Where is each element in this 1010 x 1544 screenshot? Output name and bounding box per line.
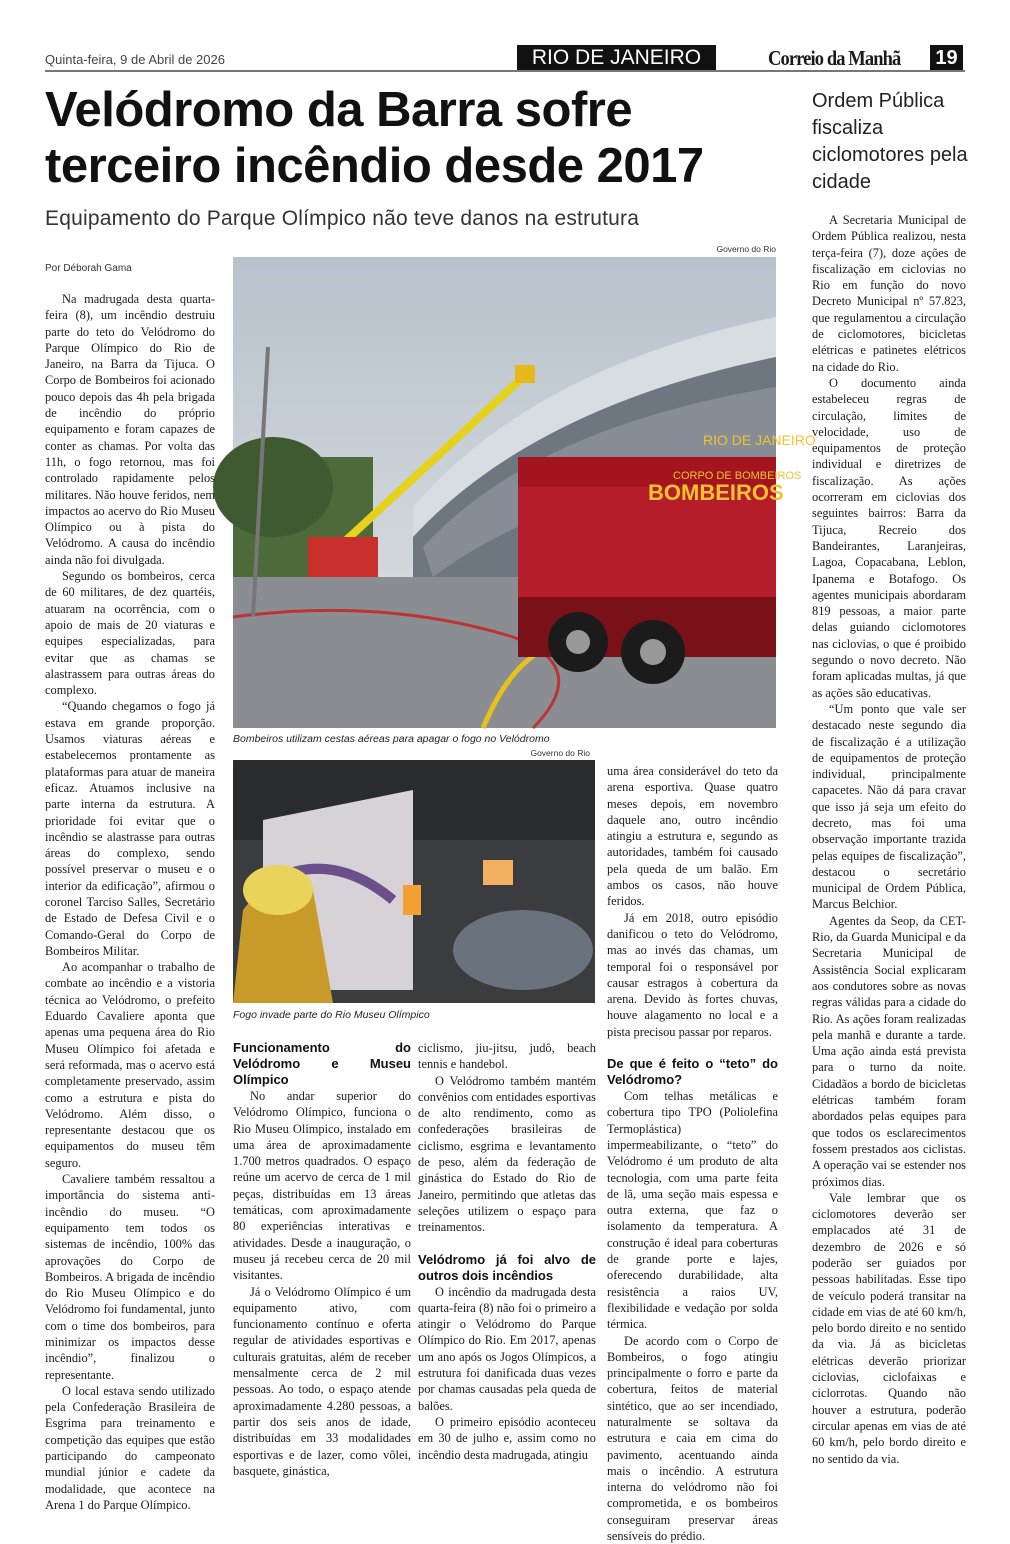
- paragraph: O Velódromo também mantém convênios com entidades esportivas de alto rendimento, como as confederações brasileiras de ciclismo, esgrima e levantamento de peso, além da federação de ginástica do Estado do Rio de Janeiro, permitindo que atletas das seleções utilizem o espaço para treinamentos.: [418, 1073, 596, 1236]
- paragraph: uma área considerável do teto da arena esportiva. Quase quatro meses depois, em novembro daquele ano, outro incêndio atingiu a estrutura e, segundo as autoridades, também foi causado pela queda de um balão. Em ambos os casos, não houve feridos.: [607, 763, 778, 910]
- header-rule: [45, 70, 965, 72]
- paragraph: O incêndio da madrugada desta quarta-feira (8) não foi o primeiro a atingir o Velódromo do Parque Olímpico do Rio. Em 2017, apenas um ano após os Jogos Olímpicos, a estrutura foi danificada duas vezes por chamas causadas pela queda de balões.: [418, 1284, 596, 1414]
- paragraph: “Quando chegamos o fogo já estava em grande proporção. Usamos viaturas aéreas e estabelecemos prontamente as plataformas para atuar de maneira eficaz. Atuamos inclusive na parte interna da estrutura. A prioridade foi evitar que o incêndio se alastrasse para outras áreas do complexo, sendo possível preservar o museu e o interior da edificação”, afirmou o coronel Tarciso Salles, Secretário de Estado de Defesa Civil e o Comando-Geral do Corpo de Bombeiros Militar.: [45, 698, 215, 959]
- paragraph: Agentes da Seop, da CET-Rio, da Guarda Municipal e da Secretaria Municipal de Assistência Social explicaram aos condutores sobre as novas regras válidas para a cidade do Rio. As ações foram realizadas pela manhã e durante a tarde. Uma ação ainda está prevista para o turno da noite. Cidadãos a bordo de bicicletas elétricas também foram abordados pelas equipes para que todos os esclarecimentos fossem prestados aos ciclistas. A operação vai se estender nos próximos dias.: [812, 913, 966, 1190]
- svg-text:CORPO DE BOMBEIROS: CORPO DE BOMBEIROS: [673, 470, 801, 482]
- subheading-operation: Funcionamento do Velódromo e Museu Olímpico: [233, 1040, 411, 1088]
- subheading-roof: De que é feito o “teto” do Velódromo?: [607, 1056, 778, 1088]
- article-column-3: [418, 1040, 596, 1463]
- photo1-caption: Bombeiros utilizam cestas aéreas para apagar o fogo no Velódromo: [233, 733, 776, 745]
- truck-lettering: BOMBEIROS: [648, 480, 784, 505]
- paragraph: O local estava sendo utilizado pela Confederação Brasileira de Esgrima para treinamento e competição das equipes que estão participando do campeonato mundial júnior e cadete da modalidade, que acontece na Arena 1 do Parque Olímpico.: [45, 1383, 215, 1513]
- page-number: 19: [930, 45, 963, 71]
- paragraph: No andar superior do Velódromo Olímpico, funciona o Rio Museu Olímpico, instalado em uma área de aproximadamente 1.700 metros quadrados. O espaço reúne um acervo de cerca de 1 mil peças, distribuídas em 13 áreas temáticas, com aproximadamente 80 experiências interativas e atividades. Desde a inauguração, o museu já recebeu cerca de 20 mil visitantes.: [233, 1088, 411, 1284]
- paragraph: Já em 2018, outro episódio danificou o teto do Velódromo, mas ao invés das chamas, um temporal foi o responsável por causar estragos à cobertura da arena. Devido às fortes chuvas, houve alagamento no local e a pista precisou passar por reparos.: [607, 910, 778, 1040]
- paragraph: Vale lembrar que os ciclomotores deverão ser emplacados até 31 de dezembro de 2026 e só poderão ser guiados por pessoas habilitadas. Esse tipo de veículo poderá transitar na cidade em vias de até 60 km/h, pelo bordo direito e no sentido da via. Já as bicicletas elétricas deverão priorizar ciclovias, ciclofaixas e ciclorrotas. Quando não houver a estrutura, poderão circular apenas em vias de até 60 km/h, pelo bordo direito e no sentido da via.: [812, 1190, 966, 1467]
- photo2-credit: Governo do Rio: [420, 748, 590, 758]
- subheadline: Equipamento do Parque Olímpico não teve danos na estrutura: [45, 207, 775, 231]
- photo2-caption: Fogo invade parte do Rio Museu Olímpico: [233, 1009, 595, 1021]
- paragraph: Cavaliere também ressaltou a importância do sistema anti-incêndio do museu. “O equipamento tem todos os sistemas de incêndio, 100% das aprovações do Corpo de Bombeiros. A brigada de incêndio do Rio Museu Olímpico e do Velódromo foi fundamental, junto com o time dos bombeiros, para minimizar os impactos desse incêndio”, finalizou o representante.: [45, 1171, 215, 1383]
- sidebar-article: [812, 212, 966, 1467]
- article-column-2: [233, 1040, 411, 1479]
- newspaper-logo: Correio da Manhã: [768, 46, 900, 71]
- headline: Velódromo da Barra sofre terceiro incêndio desde 2017: [45, 82, 775, 194]
- velodrome-fire-photo: [233, 257, 776, 728]
- paragraph: Na madrugada desta quarta-feira (8), um incêndio destruiu parte do teto do Velódromo do Parque Olímpico do Rio de Janeiro, na Barra da Tijuca. O Corpo de Bombeiros foi acionado pouco depois das 4h pela brigada de incêndio do próprio equipamento e foram capazes de conter as chamas. Por volta das 11h, o fogo retornou, mas foi controlado rapidamente pelos militares. Não houve feridos, nem impactos ao acervo do Rio Museu Olímpico ou à pista do Velódromo. A causa do incêndio ainda não foi divulgada.: [45, 291, 215, 568]
- paragraph: Segundo os bombeiros, cerca de 60 militares, de dez quartéis, atuaram na ocorrência, com o apoio de mais de 20 viaturas e equipes especializadas, para evitar que as chamas se alastrassem para outras áreas do complexo.: [45, 568, 215, 698]
- issue-date: Quinta-feira, 9 de Abril de 2026: [45, 52, 225, 67]
- svg-text:RIO DE JANEIRO: RIO DE JANEIRO: [703, 432, 816, 448]
- paragraph: Com telhas metálicas e cobertura tipo TPO (Poliolefina Termoplástica) impermeabilizante, o “teto” do Velódromo é um produto de alta tecnologia, com uma parte feita de lã, uma seção mais espessa e outra externa, que faz o isolamento da temperatura. A construção é ideal para coberturas de grande porte e lajes, oferecendo durabilidade, alta resistência a raios UV, flexibilidade e vedação por solda térmica.: [607, 1088, 778, 1332]
- sidebar-title: Ordem Pública fiscaliza ciclomotores pela cidade: [812, 88, 972, 196]
- paragraph: O documento ainda estabeleceu regras de circulação, limites de velocidade, uso de equipamentos de proteção individual e diretrizes de fiscalização. As ações ocorreram em ciclovias dos seguintes bairros: Barra da Tijuca, Recreio dos Bandeirantes, Laranjeiras, Lagoa, Copacabana, Leblon, Ipanema e Botafogo. Os agentes municipais abordaram 819 pessoas, a maior parte delas guiando ciclomotores nas ciclovias, o que é proibido segundo o novo decreto. Não foram aplicadas multas, já que as ações são educativas.: [812, 375, 966, 701]
- photo1-credit: Governo do Rio: [600, 244, 776, 254]
- paragraph: O primeiro episódio aconteceu em 30 de julho e, assim como no incêndio desta madrugada, atingiu: [418, 1414, 596, 1463]
- subheading-previous-fires: Velódromo já foi alvo de outros dois incêndios: [418, 1252, 596, 1284]
- paragraph: Ao acompanhar o trabalho de combate ao incêndio e a vistoria técnica ao Velódromo, o prefeito Eduardo Cavaliere aponta que apenas uma pequena área do Rio Museu Olímpico foi afetada e será reformada, mas o acervo está completamente preservado, assim como a estrutura e pista do Velódromo. Além disso, o representante destacou que os equipamentos do museu têm seguro.: [45, 959, 215, 1171]
- paragraph: ciclismo, jiu-jitsu, judô, beach tennis e handebol.: [418, 1040, 596, 1073]
- paragraph: A Secretaria Municipal de Ordem Pública realizou, nesta terça-feira (7), doze ações de fiscalização em ciclovias no Rio em função do novo Decreto Municipal nº 57.823, que regulamentou a circulação de ciclomotores, bicicletas elétricas e patinetes elétricos na cidade do Rio.: [812, 212, 966, 375]
- article-column-4: [607, 763, 778, 1544]
- museum-fire-photo: [233, 760, 595, 1003]
- paragraph: De acordo com o Corpo de Bombeiros, o fogo atingiu principalmente o forro e parte da cobertura, feitos de material sintético, que ao ser incendiado, naturalmente se soltava da estrutura e caia em cima do pavimento, acentuando ainda mais o incêndio. A estrutura interna do velódromo não foi comprometida, e os bombeiros conseguiram preservar áreas sensíveis do prédio.: [607, 1333, 778, 1544]
- paragraph: “Um ponto que vale ser destacado neste segundo dia de fiscalização é a utilização de equipamentos de proteção individual, principalmente capacetes. Não dá para cravar que isso já seja um efeito do decreto, mas foi uma observação importante trazida pelas equipes de fiscalização”, destacou o secretário municipal de Ordem Pública, Marcus Belchior.: [812, 701, 966, 913]
- byline: Por Déborah Gama: [45, 263, 132, 274]
- section-label: RIO DE JANEIRO: [517, 45, 716, 71]
- paragraph: Já o Velódromo Olímpico é um equipamento ativo, com funcionamento contínuo e oferta regular de atividades esportivas e culturais gratuitas, além de receber mensalmente cerca de 2 mil pessoas. Ao todo, o espaço atende aproximadamente 4.280 pessoas, a partir dos seis anos de idade, distribuídas em 33 modalidades esportivas e de lazer, como vôlei, basquete, ginástica,: [233, 1284, 411, 1480]
- article-column-1: [45, 291, 215, 1513]
